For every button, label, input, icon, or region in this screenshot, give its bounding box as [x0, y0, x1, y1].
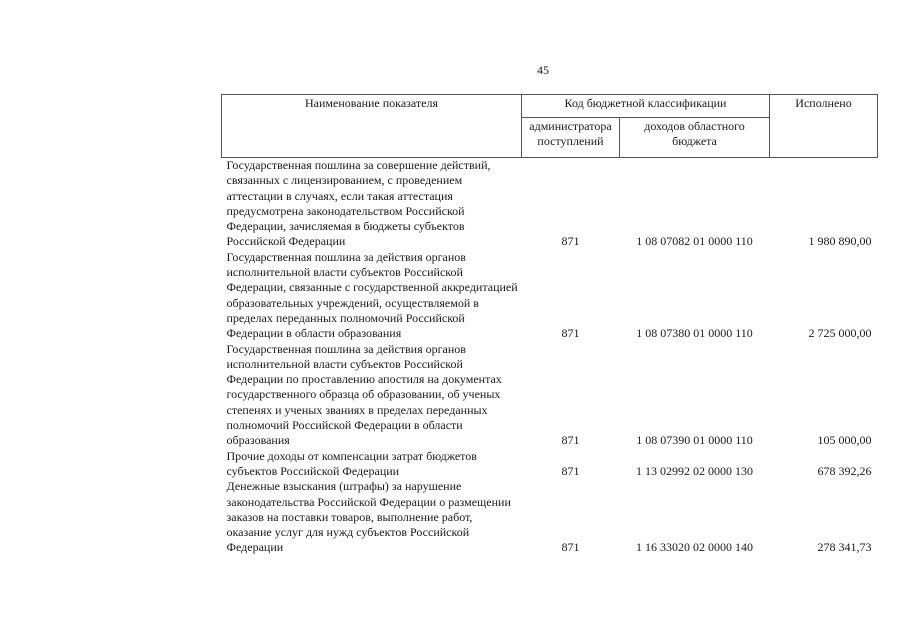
row-code: 1 08 07390 01 0000 110 [636, 433, 753, 448]
row-code: 1 08 07082 01 0000 110 [636, 234, 753, 249]
header-code-group: Код бюджетной классификации [522, 95, 770, 118]
row-code: 1 13 02992 02 0000 130 [636, 463, 753, 478]
row-admin: 871 [561, 463, 580, 478]
row-admin: 871 [561, 433, 580, 448]
row-name: Государственная пошлина за действия органов исполнительной власти субъектов Российской Федерации, связанные с государственной аккредитацией образовательных учреждений, осуществляемой в пределах переданных полномочий Российской Федерации в области образования [226, 249, 518, 341]
row-name: Государственная пошлина за совершение действий, связанных с лицензированием, с проведением аттестации в случаях, если такая аттестация предусмотрена законодательством Российской Федерации, зачисляемая в бюджеты субъектов Российской Федерации [226, 158, 491, 249]
page-number: 45 [537, 63, 549, 77]
row-name: Государственная пошлина за действия органов исполнительной власти субъектов Российской Федерации по проставлению апостиля на документах государственного образца об образовании, об ученых степенях и ученых званиях в пределах переданных полномочий Российской Федерации в области образования [226, 341, 502, 448]
row-admin: 871 [561, 540, 580, 555]
row-amount: 105 000,00 [817, 433, 872, 448]
table-row [222, 342, 878, 449]
budget-table [221, 94, 878, 556]
row-name: Прочие доходы от компенсации затрат бюджетов субъектов Российской Федерации [226, 448, 477, 478]
header-income: доходов областного бюджета [620, 118, 770, 158]
table-row [222, 250, 878, 342]
table-row [222, 449, 878, 480]
table-row [222, 158, 878, 250]
row-name: Денежные взыскания (штрафы) за нарушение законодательства Российской Федерации о размещении заказов на поставки товаров, выполнение работ, оказание услуг для нужд субъектов Российской Федерации [226, 479, 511, 555]
row-admin: 871 [561, 326, 580, 341]
table-body [222, 158, 878, 556]
header-executed: Исполнено [770, 95, 878, 158]
row-amount: 2 725 000,00 [808, 326, 872, 341]
row-amount: 678 392,26 [817, 463, 872, 478]
row-code: 1 16 33020 02 0000 140 [636, 540, 753, 555]
header-name: Наименование показателя [222, 95, 522, 158]
row-amount: 278 341,73 [817, 540, 872, 555]
header-admin: администратора поступлений [522, 118, 620, 158]
table-row [222, 479, 878, 555]
row-amount: 1 980 890,00 [808, 234, 872, 249]
row-code: 1 08 07380 01 0000 110 [636, 326, 753, 341]
row-admin: 871 [561, 234, 580, 249]
table-header [222, 95, 878, 158]
